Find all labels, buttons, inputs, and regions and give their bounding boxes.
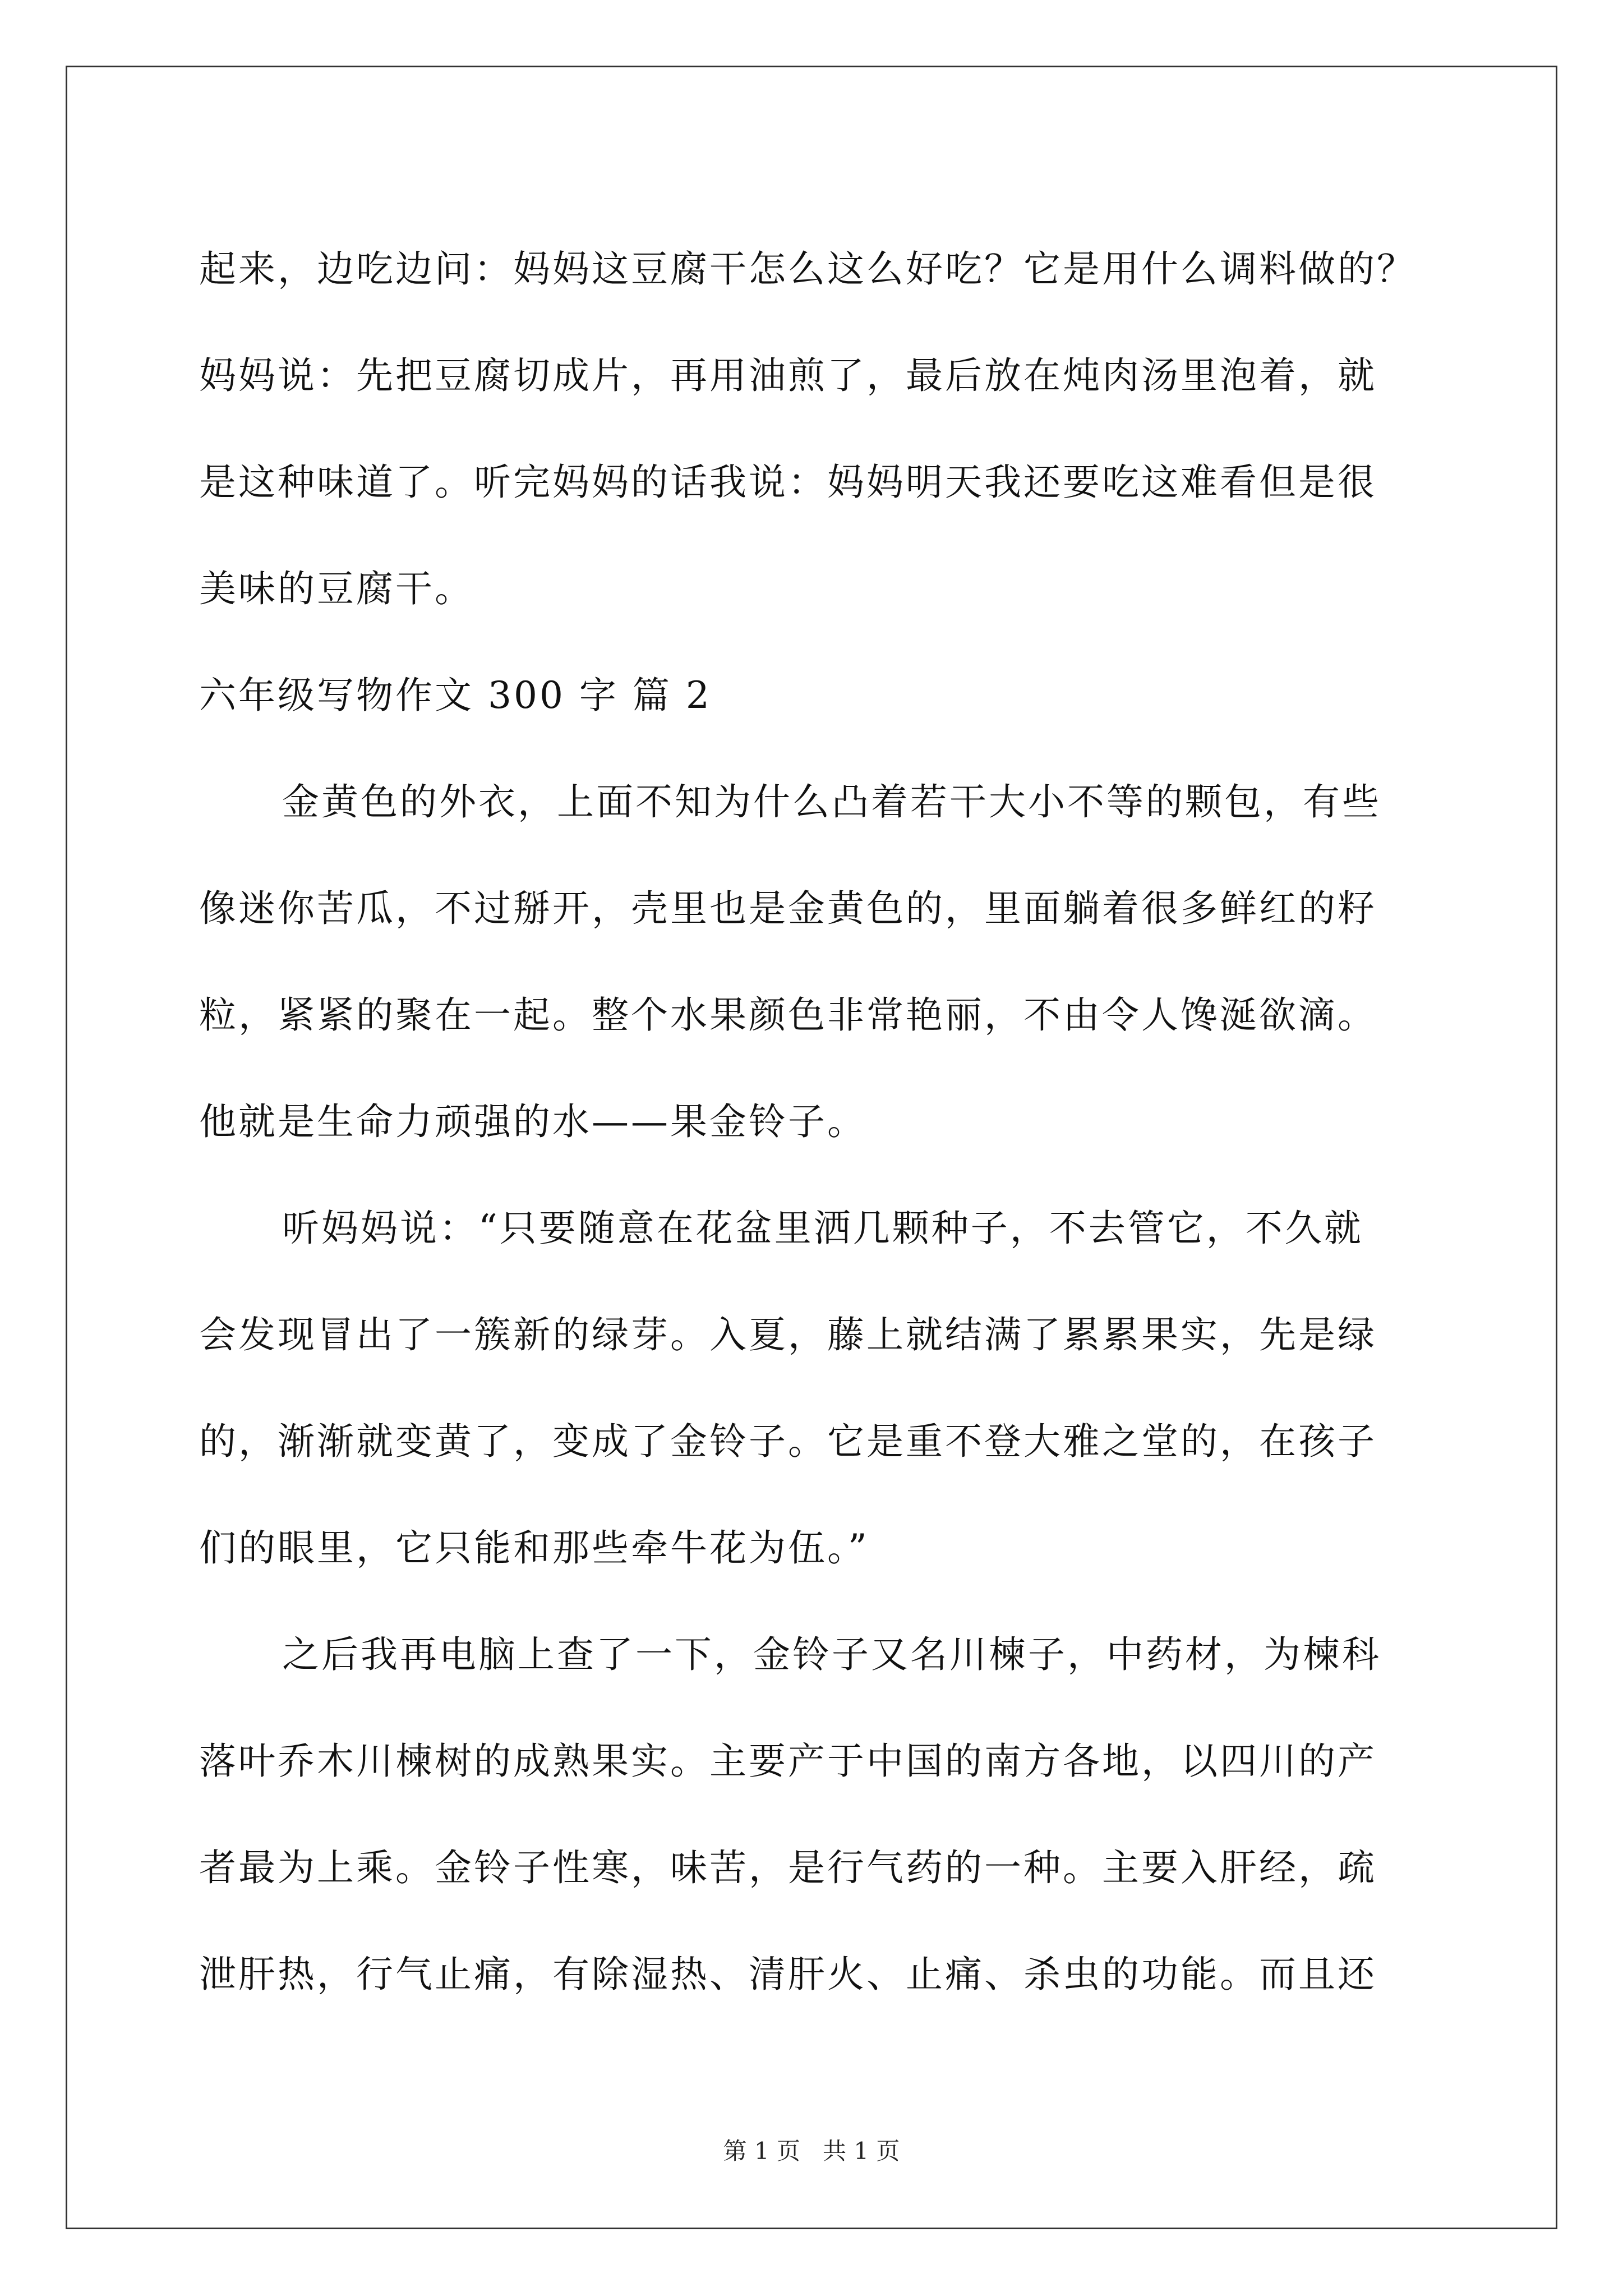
text-line-7: 像迷你苦瓜，不过掰开，壳里也是金黄色的，里面躺着很多鲜红的籽 (199, 887, 1377, 930)
text-line-9: 他就是生命力顽强的水——果金铃子。 (199, 1100, 866, 1143)
text-line-17: 泄肝热，行气止痛，有除湿热、清肝火、止痛、杀虫的功能。而且还 (199, 1953, 1377, 1996)
document-body (199, 216, 1430, 2028)
text-line-15: 落叶乔木川楝树的成熟果实。主要产于中国的南方各地，以四川的产 (199, 1740, 1377, 1783)
page-footer (0, 2134, 1623, 2168)
page-number: 第 1 页 (723, 2137, 800, 2165)
text-line-14: 之后我再电脑上查了一下，金铃子又名川楝子，中药材，为楝科 (282, 1633, 1381, 1676)
text-line-3: 是这种味道了。听完妈妈的话我说：妈妈明天我还要吃这难看但是很 (199, 461, 1377, 504)
text-line-10: 听妈妈说：“只要随意在花盆里洒几颗种子，不去管它，不久就 (282, 1207, 1363, 1250)
text-line-1: 起来，边吃边问：妈妈这豆腐干怎么这么好吃？它是用什么调料做的？ (199, 247, 1416, 291)
text-line-11: 会发现冒出了一簇新的绿芽。入夏，藤上就结满了累累果实，先是绿 (199, 1313, 1377, 1356)
text-line-13: 们的眼里，它只能和那些牵牛花为伍。” (199, 1526, 869, 1570)
text-line-6: 金黄色的外衣，上面不知为什么凸着若干大小不等的颗包，有些 (282, 780, 1381, 823)
text-line-2: 妈妈说：先把豆腐切成片，再用油煎了，最后放在炖肉汤里泡着，就 (199, 354, 1377, 397)
page-total: 共 1 页 (823, 2137, 900, 2165)
text-line-16: 者最为上乘。金铃子性寒，味苦，是行气药的一种。主要入肝经，疏 (199, 1846, 1377, 1889)
text-line-4: 美味的豆腐干。 (199, 567, 474, 610)
section-heading: 六年级写物作文 300 字 篇 2 (199, 674, 712, 717)
text-line-12: 的，渐渐就变黄了，变成了金铃子。它是重不登大雅之堂的，在孩子 (199, 1420, 1377, 1463)
text-line-8: 粒，紧紧的聚在一起。整个水果颜色非常艳丽，不由令人馋涎欲滴。 (199, 993, 1377, 1037)
